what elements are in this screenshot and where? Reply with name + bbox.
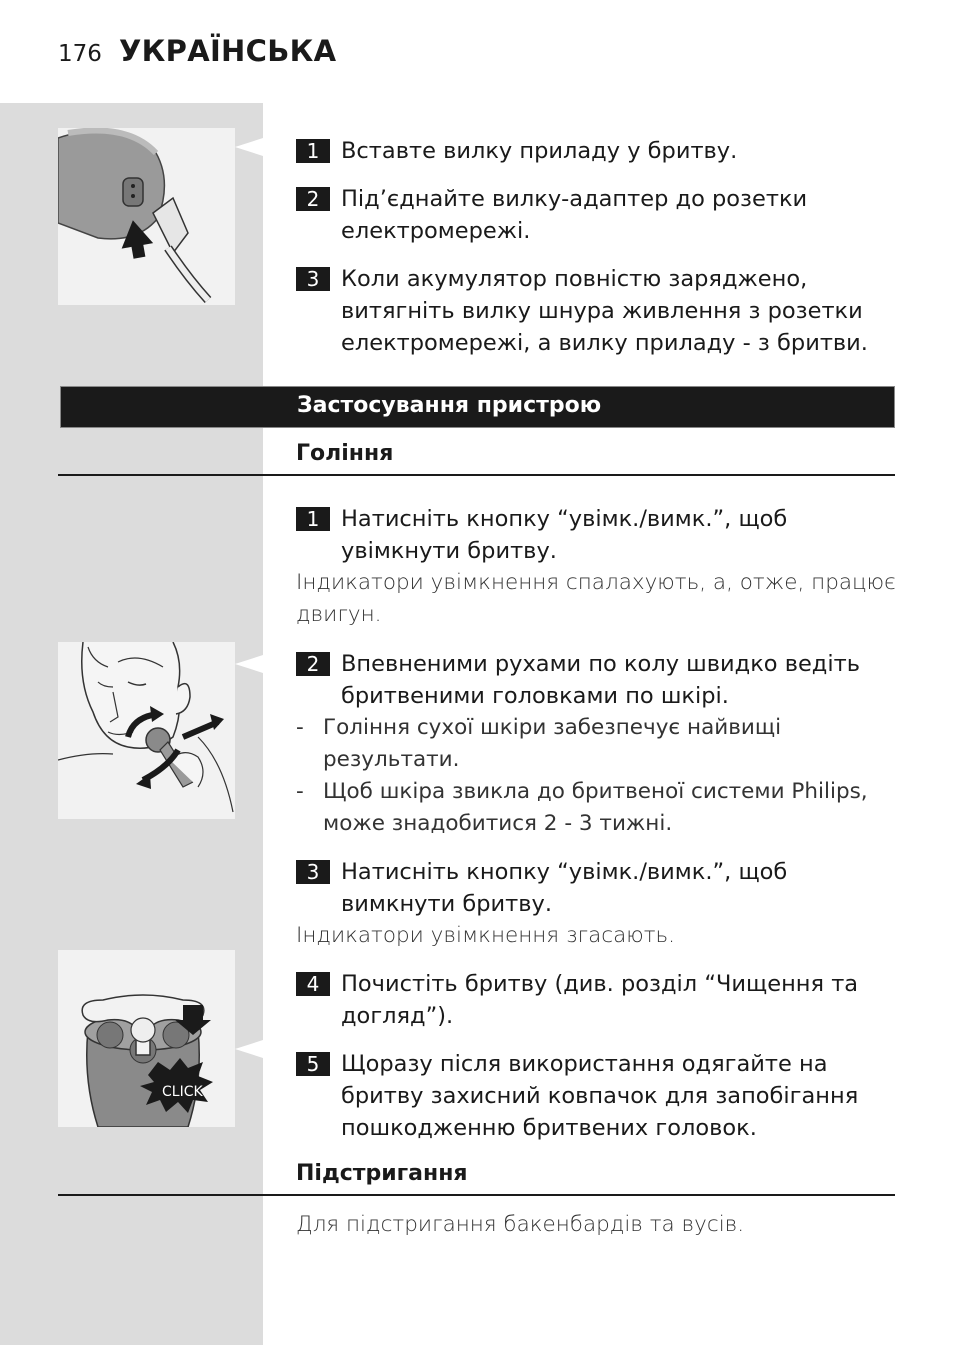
- bullet-item: - Гоління сухої шкіри забезпечує найвищі результати.: [296, 712, 896, 776]
- bullet-item: - Щоб шкіра звикла до бритвеної системи Philips, може знадобитися 2 - 3 тижні.: [296, 776, 896, 840]
- step-text: Щоразу після використання одягайте на бритву захисний ковпачок для запобігання пошкодженню бритвених головок.: [341, 1051, 859, 1141]
- shaving-note-1: Індикатори увімкнення спалахують, а, отже, працює двигун.: [296, 570, 896, 627]
- shaving-step-3: [296, 856, 896, 920]
- page-number: 176: [58, 41, 102, 67]
- heading-rule: [58, 1194, 895, 1196]
- charging-step-3: [296, 263, 896, 359]
- bullet-text: Щоб шкіра звикла до бритвеної системи Philips, може знадобитися 2 - 3 тижні.: [323, 779, 868, 836]
- figure-pointer: [235, 655, 263, 673]
- shaving-heading: Гоління: [296, 441, 394, 466]
- trimming-heading: Підстригання: [296, 1161, 468, 1186]
- charging-step-1: [296, 135, 896, 167]
- shaving-step-1: [296, 503, 896, 567]
- step-number: 3: [296, 267, 330, 291]
- plug-insert-illustration: [58, 128, 235, 305]
- bullet-text: Гоління сухої шкіри забезпечує найвищі результати.: [323, 715, 782, 772]
- step-number: 2: [296, 652, 330, 676]
- shaving-step-5: [296, 1048, 896, 1144]
- step-text: Під’єднайте вилку-адаптер до розетки електромережі.: [341, 186, 808, 244]
- heading-rule: [58, 474, 895, 476]
- step-number: 5: [296, 1052, 330, 1076]
- step-text: Вставте вилку приладу у бритву.: [341, 138, 738, 164]
- step-number: 1: [296, 139, 330, 163]
- step-number: 2: [296, 187, 330, 211]
- page-header: [58, 34, 336, 68]
- click-label: CLICK: [162, 1084, 203, 1100]
- step-text: Почистіть бритву (див. розділ “Чищення та догляд”).: [341, 971, 859, 1029]
- step-text: Впевненими рухами по колу швидко ведіть бритвеними головками по шкірі.: [341, 651, 860, 709]
- section-title: Застосування пристрою: [297, 393, 602, 418]
- language-title: УКРАЇНСЬКА: [119, 34, 337, 68]
- figure-pointer: [235, 138, 263, 156]
- shaving-step-2: [296, 648, 896, 712]
- step-number: 3: [296, 860, 330, 884]
- figure-pointer: [235, 1040, 263, 1058]
- cap-click-illustration: [58, 950, 235, 1127]
- section-title-bar: [60, 386, 895, 428]
- face-shaving-illustration: [58, 642, 235, 819]
- step-number: 1: [296, 507, 330, 531]
- shaving-step-4: [296, 968, 896, 1032]
- step-number: 4: [296, 972, 330, 996]
- step-text: Натисніть кнопку “увімк./вимк.”, щоб вимкнути бритву.: [341, 859, 788, 917]
- step-text: Коли акумулятор повністю заряджено, витягніть вилку шнура живлення з розетки електромережі, а вилку приладу - з бритви.: [341, 266, 868, 356]
- trimming-text: Для підстригання бакенбардів та вусів.: [296, 1212, 745, 1237]
- shaving-note-3: Індикатори увімкнення згасають.: [296, 923, 676, 948]
- charging-step-2: [296, 183, 896, 247]
- step-text: Натисніть кнопку “увімк./вимк.”, щоб увімкнути бритву.: [341, 506, 788, 564]
